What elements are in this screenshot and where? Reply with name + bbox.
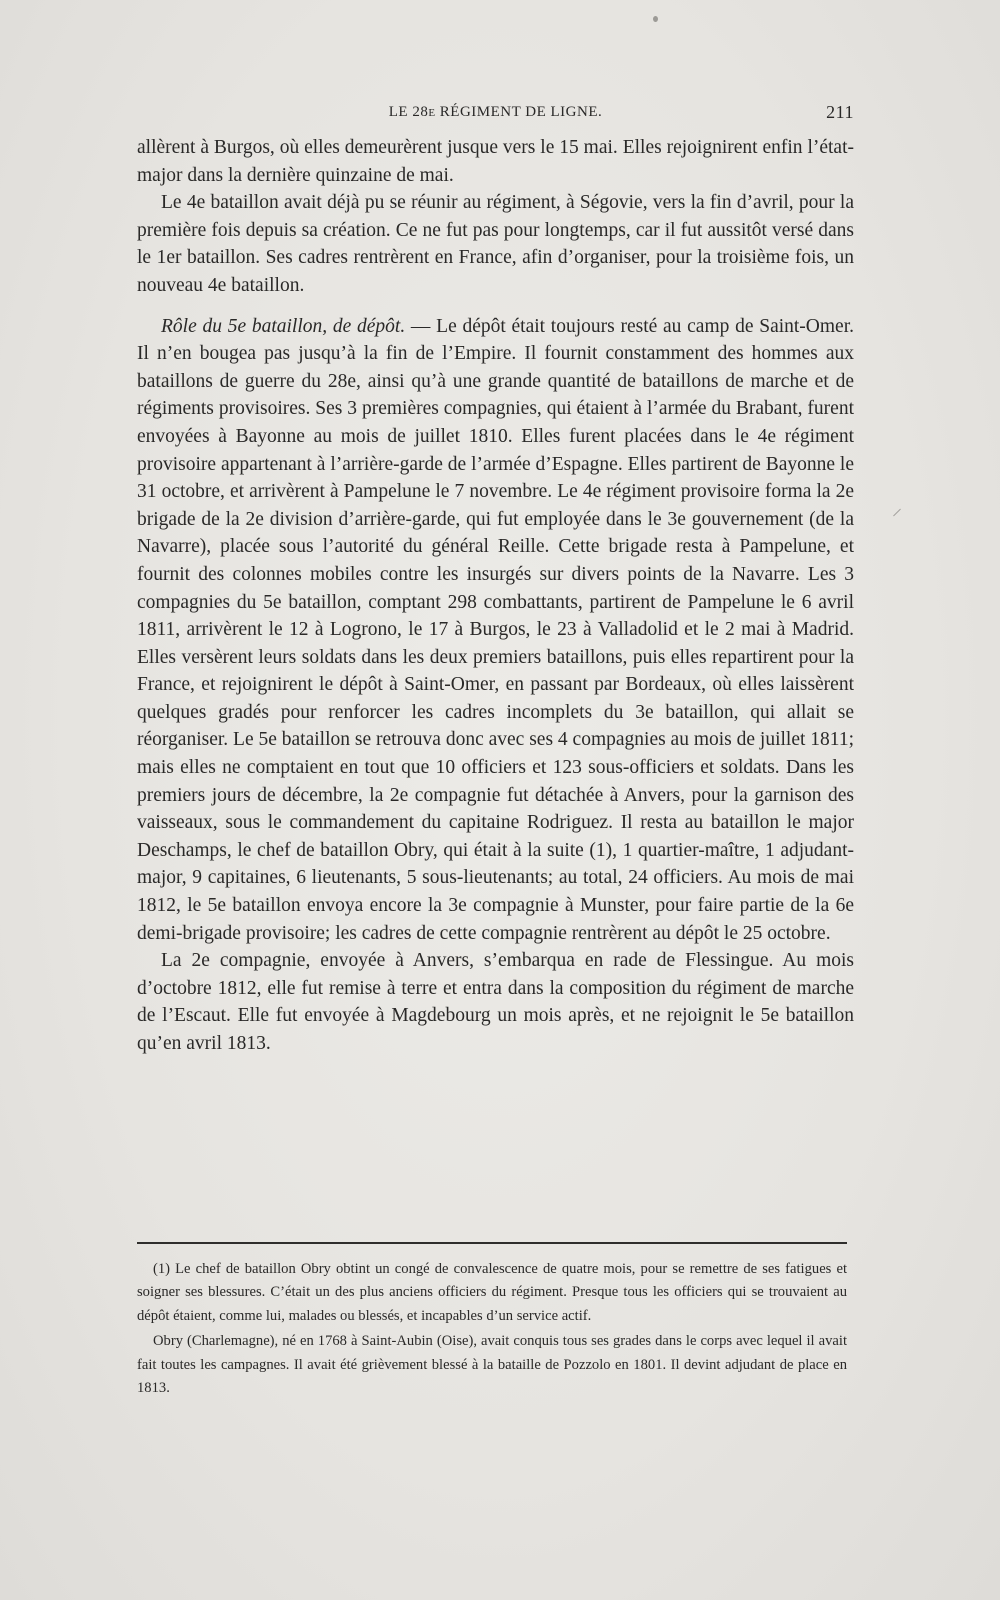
paragraph-4: La 2e compagnie, envoyée à Anvers, s’embarqua en rade de Flessingue. Au mois d’octobre 1812, elle fut remise à terre et entra dans la composition du régiment de marche de l’Escaut. Elle fut envoyée à Magdebourg un mois après, et ne rejoignit le 5e bataillon qu’en avril 1813. — [137, 950, 854, 1054]
paragraph-2: Le 4e bataillon avait déjà pu se réunir au régiment, à Ségovie, vers la fin d’avril, pour la première fois depuis sa création. Ce ne fut pas pour longtemps, car il fut aussitôt versé dans le 1er bataillon. Ses cadres rentrèrent en France, afin d’organiser, pour la troisième fois, un nouveau 4e bataillon. — [137, 192, 854, 296]
footnotes — [137, 1258, 847, 1400]
paragraph-3-text: — Le dépôt était toujours resté au camp de Saint-Omer. Il n’en bougea pas jusqu’à la fin de l’Empire. Il fournit constamment des hommes aux bataillons de guerre du 28e, ainsi qu’à une grande quantité de bataillons de marche et de régiments provisoires. Ses 3 premières compagnies, qui étaient à l’armée du Brabant, furent envoyées à Bayonne au mois de juillet 1810. Elles furent placées dans le 4e régiment provisoire appartenant à l’arrière-garde de l’armée d’Espagne. Elles partirent de Bayonne le 31 octobre, et arrivèrent à Pampelune le 7 novembre. Le 4e régiment provisoire forma la 2e brigade de la 2e division d’arrière-garde, qui fut employée dans le 3e gouvernement (de la Navarre), placée sous l’autorité du général Reille. Cette brigade resta à Pampelune, et fournit des colonnes mobiles contre les insurgés sur divers points de la Navarre. Les 3 compagnies du 5e bataillon, comptant 298 combattants, partirent de Pampelune le 6 avril 1811, arrivèrent le 12 à Logrono, le 17 à Burgos, le 23 à Valladolid et le 2 mai à Madrid. Elles versèrent leurs soldats dans les deux premiers bataillons, puis elles repartirent pour la France, et rejoignirent le dépôt à Saint-Omer, en passant par Bordeaux, où elles laissèrent quelques gradés pour renforcer les cadres incomplets du 3e bataillon, qui allait se réorganiser. Le 5e bataillon se retrouva donc avec ses 4 compagnies au mois de juillet 1811; mais elles ne comptaient en tout que 10 officiers et 123 sous-officiers et soldats. Dans les premiers jours de décembre, la 2e compagnie fut détachée à Anvers, pour la garnison des vaisseaux, sous le commandement du capitaine Rodriguez. Il resta au bataillon le major Deschamps, le chef de bataillon Obry, qui était à la suite (1), 1 quartier-maître, 1 adjudant-major, 9 capitaines, 6 lieutenants, 5 sous-lieutenants; au total, 24 officiers. Au mois de mai 1812, le 5e bataillon envoya encore la 3e compagnie à Munster, pour faire partie de la 6e demi-brigade provisoire; les cadres de cette compagnie rentrèrent au dépôt le 25 octobre. — [137, 315, 855, 944]
footnote-separator — [137, 1242, 847, 1244]
section-heading-inline: Rôle du 5e bataillon, de dépôt. — [161, 315, 406, 337]
paragraph-3 — [137, 313, 854, 948]
footnote-1: (1) Le chef de bataillon Obry obtint un congé de convalescence de quatre mois, pour se remettre de ses fatigues et soigner ses blessures. C’était un des plus anciens officiers du régiment. Presque tous les officiers qui se trouvaient au dépôt étaient, comme lui, malades ou blessés, et incapables d’un service actif. — [137, 1261, 847, 1324]
paper-speck — [653, 16, 658, 22]
running-title: LE 28e RÉGIMENT DE LIGNE. — [388, 104, 603, 120]
running-header — [137, 100, 854, 128]
page-number: 211 — [826, 102, 854, 122]
main-text — [137, 134, 854, 1058]
paragraph-1: allèrent à Burgos, où elles demeurèrent jusque vers le 15 mai. Elles rejoignirent enfin l’état-major dans la dernière quinzaine de mai. — [137, 137, 854, 186]
margin-mark — [893, 509, 901, 517]
footnote-2: Obry (Charlemagne), né en 1768 à Saint-Aubin (Oise), avait conquis tous ses grades dans le corps avec lequel il avait fait toutes les campagnes. Il avait été grièvement blessé à la bataille de Pozzolo en 1801. Il devint adjudant de place en 1813. — [137, 1333, 847, 1397]
